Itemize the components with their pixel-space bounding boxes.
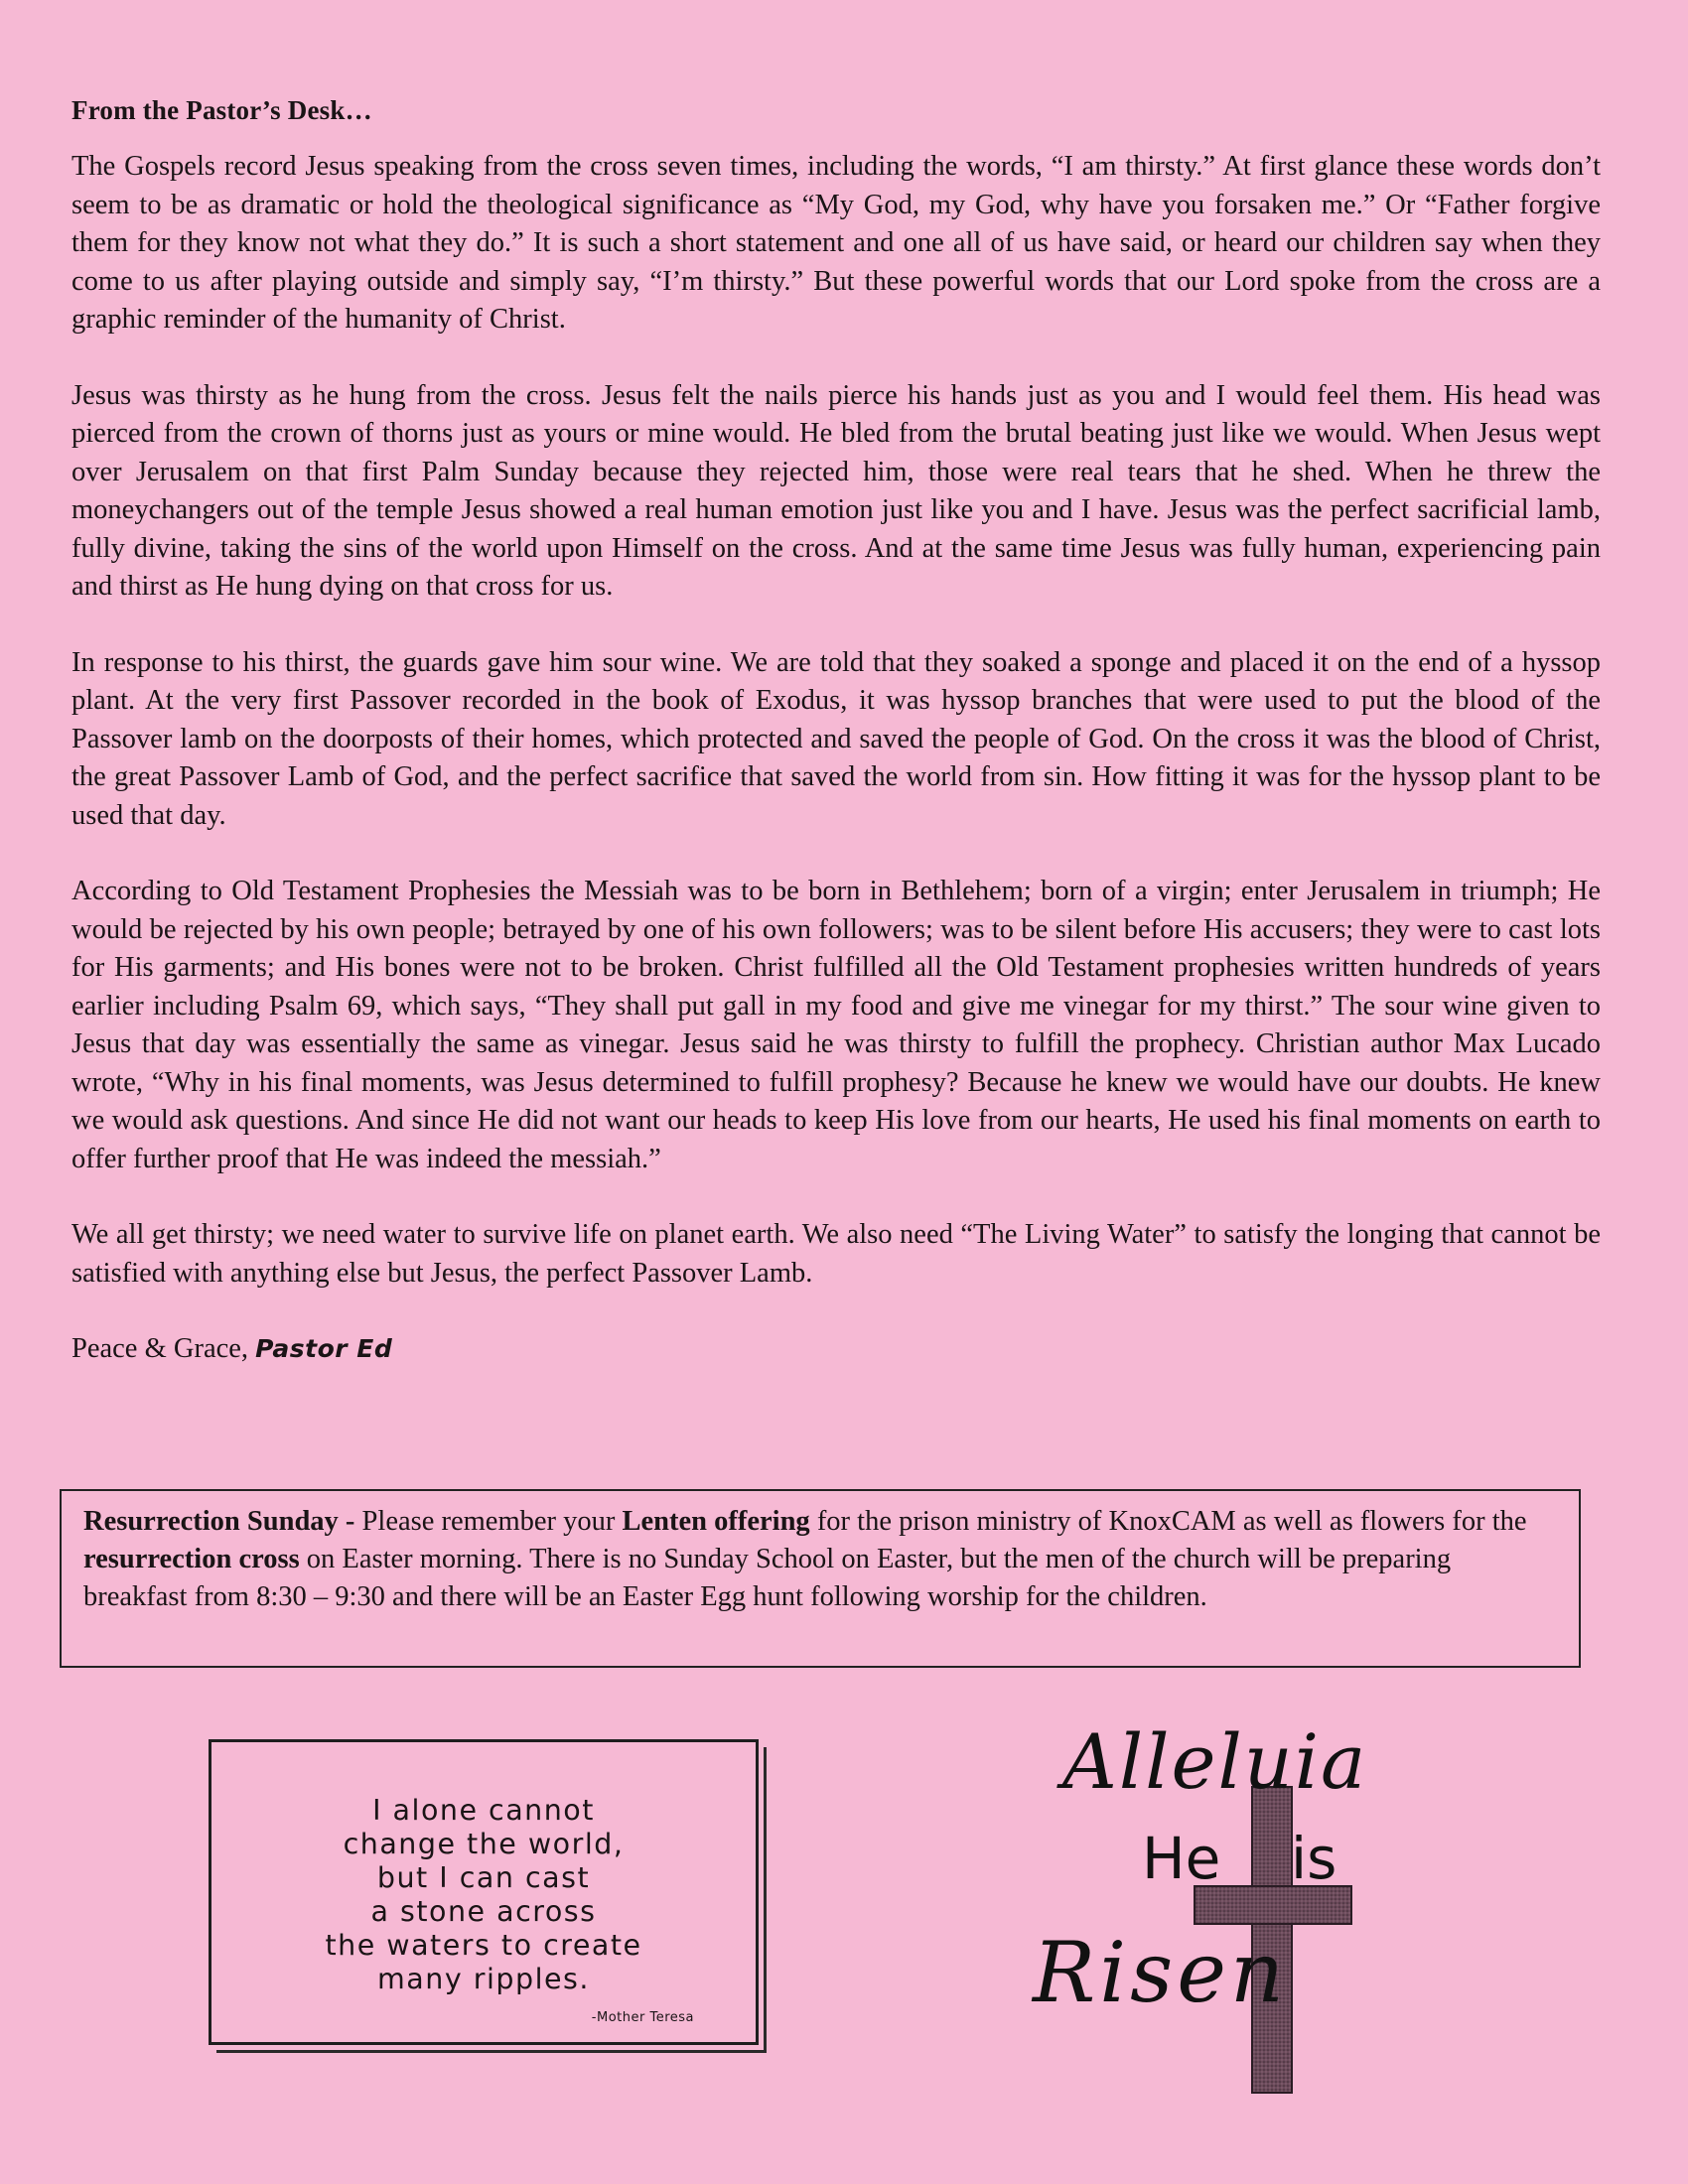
notice-text-3: on Easter morning. There is no Sunday School on Easter, but the men of the church will be preparing breakfast from 8:30 – 9:30 and there will be an Easter Egg hunt following worship for the children. (83, 1544, 1452, 1612)
he-text: He (1142, 1825, 1221, 1892)
pastor-column (71, 95, 1601, 1368)
resurrection-sunday-notice (60, 1489, 1581, 1668)
signoff (71, 1330, 1601, 1368)
quote-box (209, 1739, 759, 2045)
notice-dash: - (338, 1506, 362, 1537)
closing-text: Peace & Grace, (71, 1333, 249, 1364)
paragraph-5: We all get thirsty; we need water to survive life on planet earth. We also need “The Living Water” to satisfy the longing that cannot be satisfied with anything else but Jesus, the perfect Passover Lamb. (71, 1219, 1601, 1289)
notice-bold-cross: resurrection cross (83, 1544, 300, 1574)
pastor-signature: Pastor Ed (255, 1334, 393, 1363)
risen-text: Risen (1033, 1924, 1289, 2021)
paragraph-4: According to Old Testament Prophesies the Messiah was to be born in Bethlehem; born of a virgin; enter Jerusalem in triumph; He would be rejected by his own people; betrayed by one of his own followers; was to be silent before His accusers; they were to cast lots for His garments; and His bones were not to be broken. Christ fulfilled all the Old Testament prophesies written hundreds of years earlier including Psalm 69, which says, “They shall put gall in my food and give me vinegar for my thirst.” The sour wine given to Jesus that day was essentially the same as vinegar. Jesus said he was thirsty to fulfill the prophecy. Christian author Max Lucado wrote, “Why in his final moments, was Jesus determined to fulfill prophesy? Because he knew we would have our doubts. He knew we would ask questions. And since He did not want our heads to keep His love from our hearts, He used his final moments on earth to offer further proof that He was indeed the messiah.” (71, 876, 1601, 1174)
notice-text-1: Please remember your (361, 1506, 623, 1537)
notice-text-2: for the prison ministry of KnoxCAM as well as flowers for the (809, 1506, 1527, 1537)
alleluia-text: Alleluia (1062, 1717, 1368, 1806)
notice-bold-lenten: Lenten offering (622, 1506, 810, 1537)
paragraph-1: The Gospels record Jesus speaking from the cross seven times, including the words, “I am thirsty.” At first glance these words don’t seem to be as dramatic or hold the theological significance as “My God, my God, why have you forsaken me.” Or “Father forgive them for they know not what they do.” It is such a short statement and one all of us have said, or heard our children say when they come to us after playing outside and simply say, “I’m thirsty.” But these powerful words that our Lord spoke from the cross are a graphic reminder of the humanity of Christ. (71, 151, 1601, 335)
is-text: is (1291, 1825, 1337, 1892)
paragraph-3: In response to his thirst, the guards gave him sour wine. We are told that they soaked a sponge and placed it on the end of a hyssop plant. At the very first Passover recorded in the book of Exodus, it was hyssop branches that were used to put the blood of the Passover lamb on the doorposts of their homes, which protected and saved the people of God. On the cross it was the blood of Christ, the great Passover Lamb of God, and the perfect sacrifice that saved the world from sin. How fitting it was for the hyssop plant to be used that day. (71, 646, 1601, 831)
paragraph-2: Jesus was thirsty as he hung from the cross. Jesus felt the nails pierce his hands just as you and I would feel them. His head was pierced from the crown of thorns just as yours or mine would. He bled from the brutal beating just like we would. When Jesus wept over Jerusalem on that first Palm Sunday because they rejected him, those were real tears that he shed. When he threw the moneychangers out of the temple Jesus showed a real human emotion just like you and I have. Jesus was the perfect sacrificial lamb, fully divine, taking the sins of the world upon Himself on the cross. And at the same time Jesus was fully human, experiencing pain and thirst as He hung dying on that cross for us. (71, 379, 1601, 602)
notice-title: Resurrection Sunday (83, 1506, 339, 1537)
easter-graphic (1013, 1707, 1509, 2105)
column-heading: From the Pastor’s Desk… (71, 95, 372, 125)
quote-text: I alone cannot change the world, but I can cast a stone across the waters to create many ripples. (325, 1794, 642, 1995)
quote-author: -Mother Teresa (591, 2010, 694, 2025)
